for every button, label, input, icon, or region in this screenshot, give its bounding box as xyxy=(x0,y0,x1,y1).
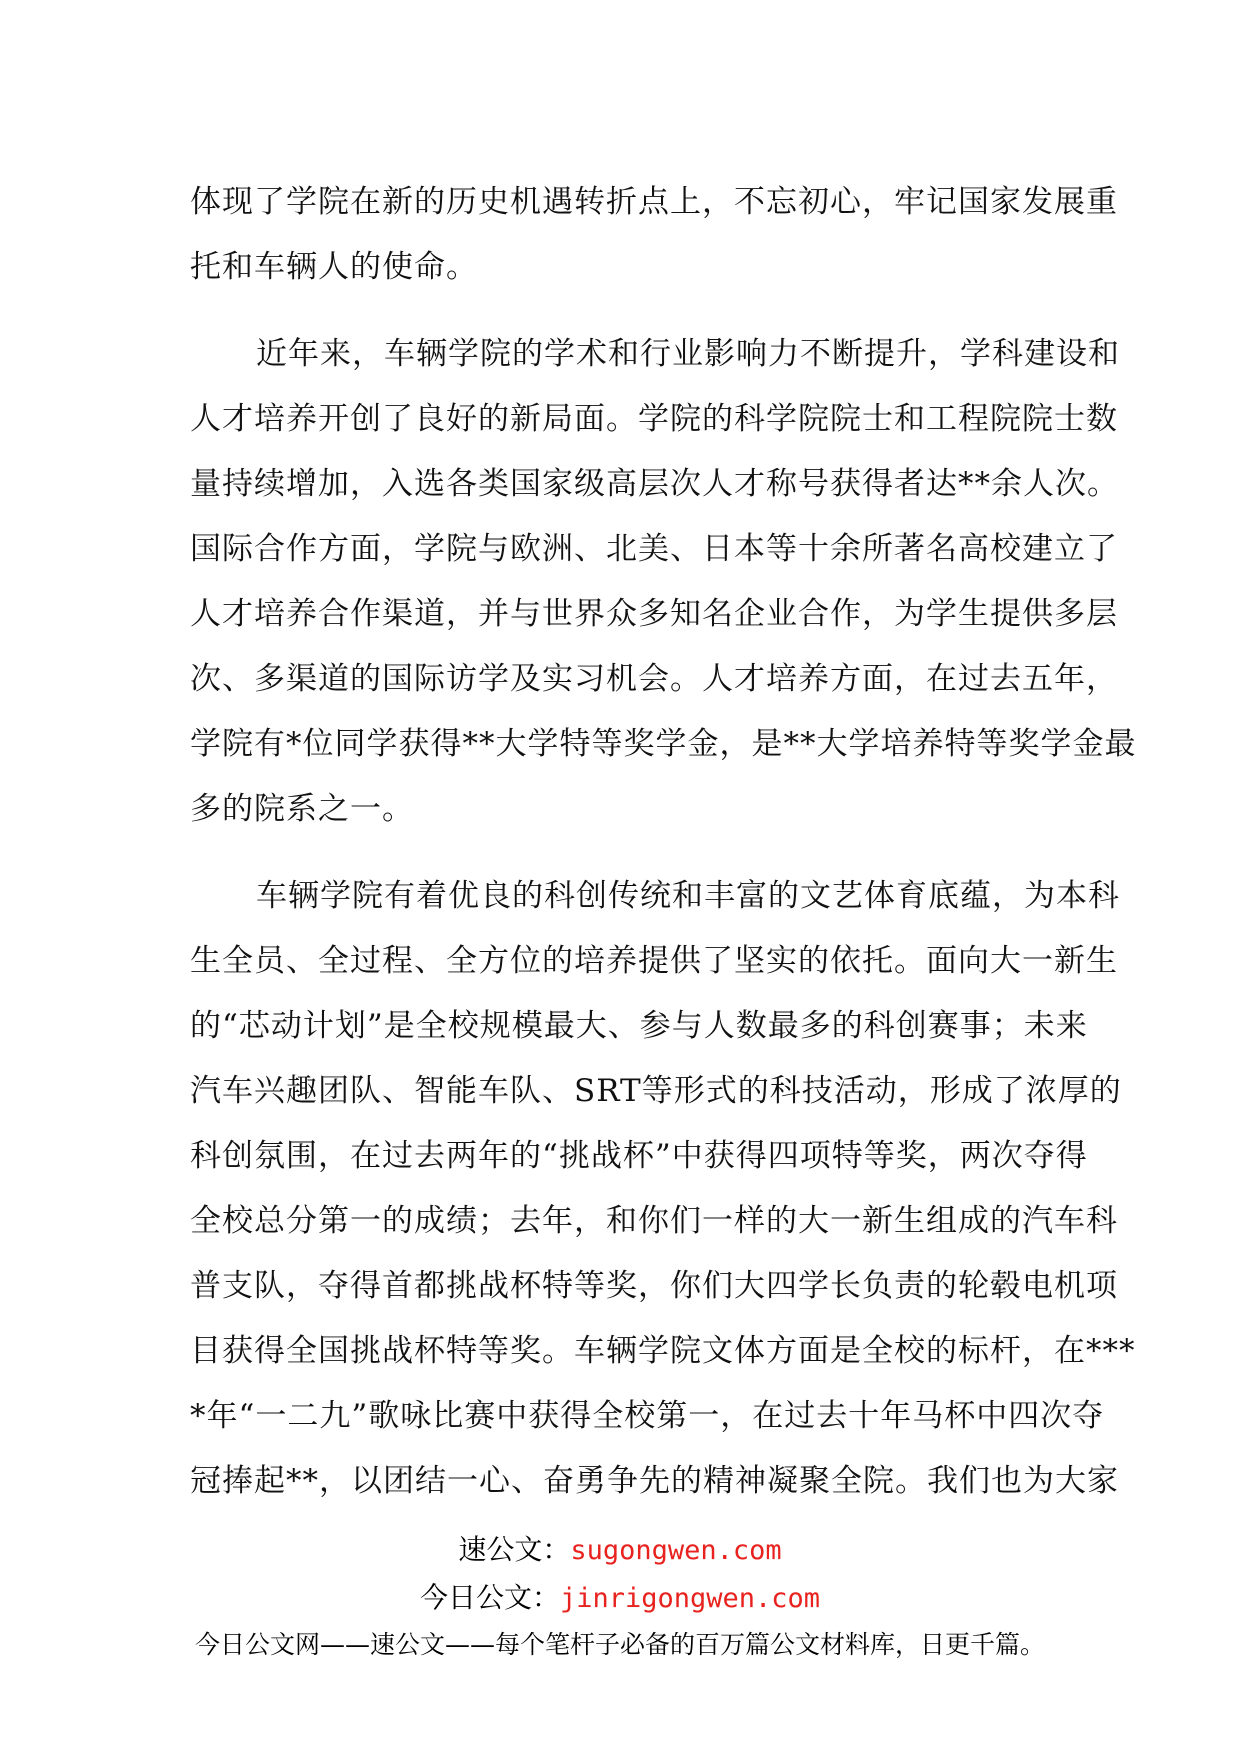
text-line: *年“一二九”歌咏比赛中获得全校第一，在过去十年马杯中四次夺 xyxy=(190,1398,1105,1434)
footer-slogan: 今日公文网——速公文——每个笔杆子必备的百万篇公文材料库，日更千篇。 xyxy=(194,1630,1045,1659)
paragraph xyxy=(190,322,1137,842)
text-line: 汽车兴趣团队、智能车队、SRT等形式的科技活动，形成了浓厚的 xyxy=(190,1073,1122,1109)
footer-jinrigongwen xyxy=(0,1578,1240,1619)
document-body xyxy=(190,170,1137,1514)
text-line: 生全员、全过程、全方位的培养提供了坚实的依托。面向大一新生 xyxy=(190,943,1118,979)
paragraph xyxy=(190,170,1118,300)
footer-link-jinrigongwen[interactable]: jinrigongwen.com xyxy=(559,1583,821,1614)
text-line: 多的院系之一。 xyxy=(190,791,414,827)
paragraph xyxy=(190,864,1136,1514)
text-line: 全校总分第一的成绩；去年，和你们一样的大一新生组成的汽车科 xyxy=(190,1203,1118,1239)
text-line: 人才培养开创了良好的新局面。学院的科学院院士和工程院院士数 xyxy=(190,401,1118,437)
text-line: 体现了学院在新的历史机遇转折点上，不忘初心，牢记国家发展重 xyxy=(190,184,1118,220)
footer-sugongwen xyxy=(0,1530,1240,1571)
text-line: 国际合作方面，学院与欧洲、北美、日本等十余所著名高校建立了 xyxy=(190,531,1118,567)
text-line: 人才培养合作渠道，并与世界众多知名企业合作，为学生提供多层 xyxy=(190,596,1118,632)
text-line: 科创氛围，在过去两年的“挑战杯”中获得四项特等奖，两次夺得 xyxy=(190,1138,1088,1174)
text-line: 学院有*位同学获得**大学特等奖学金，是**大学培养特等奖学金最 xyxy=(190,726,1137,762)
text-line: 普支队，夺得首都挑战杯特等奖，你们大四学长负责的轮毂电机项 xyxy=(190,1268,1118,1304)
text-line: 车辆学院有着优良的科创传统和丰富的文艺体育底蕴，为本科 xyxy=(256,878,1120,914)
footer-label: 今日公文： xyxy=(419,1581,560,1614)
text-line: 量持续增加，入选各类国家级高层次人才称号获得者达**余人次。 xyxy=(190,466,1119,502)
text-line: 托和车辆人的使命。 xyxy=(190,249,478,285)
footer-link-sugongwen[interactable]: sugongwen.com xyxy=(570,1535,782,1566)
text-line: 目获得全国挑战杯特等奖。车辆学院文体方面是全校的标杆，在*** xyxy=(190,1333,1136,1369)
text-line: 的“芯动计划”是全校规模最大、参与人数最多的科创赛事；未来 xyxy=(190,1008,1088,1044)
text-line: 次、多渠道的国际访学及实习机会。人才培养方面，在过去五年， xyxy=(190,661,1118,697)
text-line: 冠捧起**，以团结一心、奋勇争先的精神凝聚全院。我们也为大家 xyxy=(190,1463,1119,1499)
footer-label: 速公文： xyxy=(458,1533,571,1566)
text-line: 近年来，车辆学院的学术和行业影响力不断提升，学科建设和 xyxy=(256,336,1120,372)
